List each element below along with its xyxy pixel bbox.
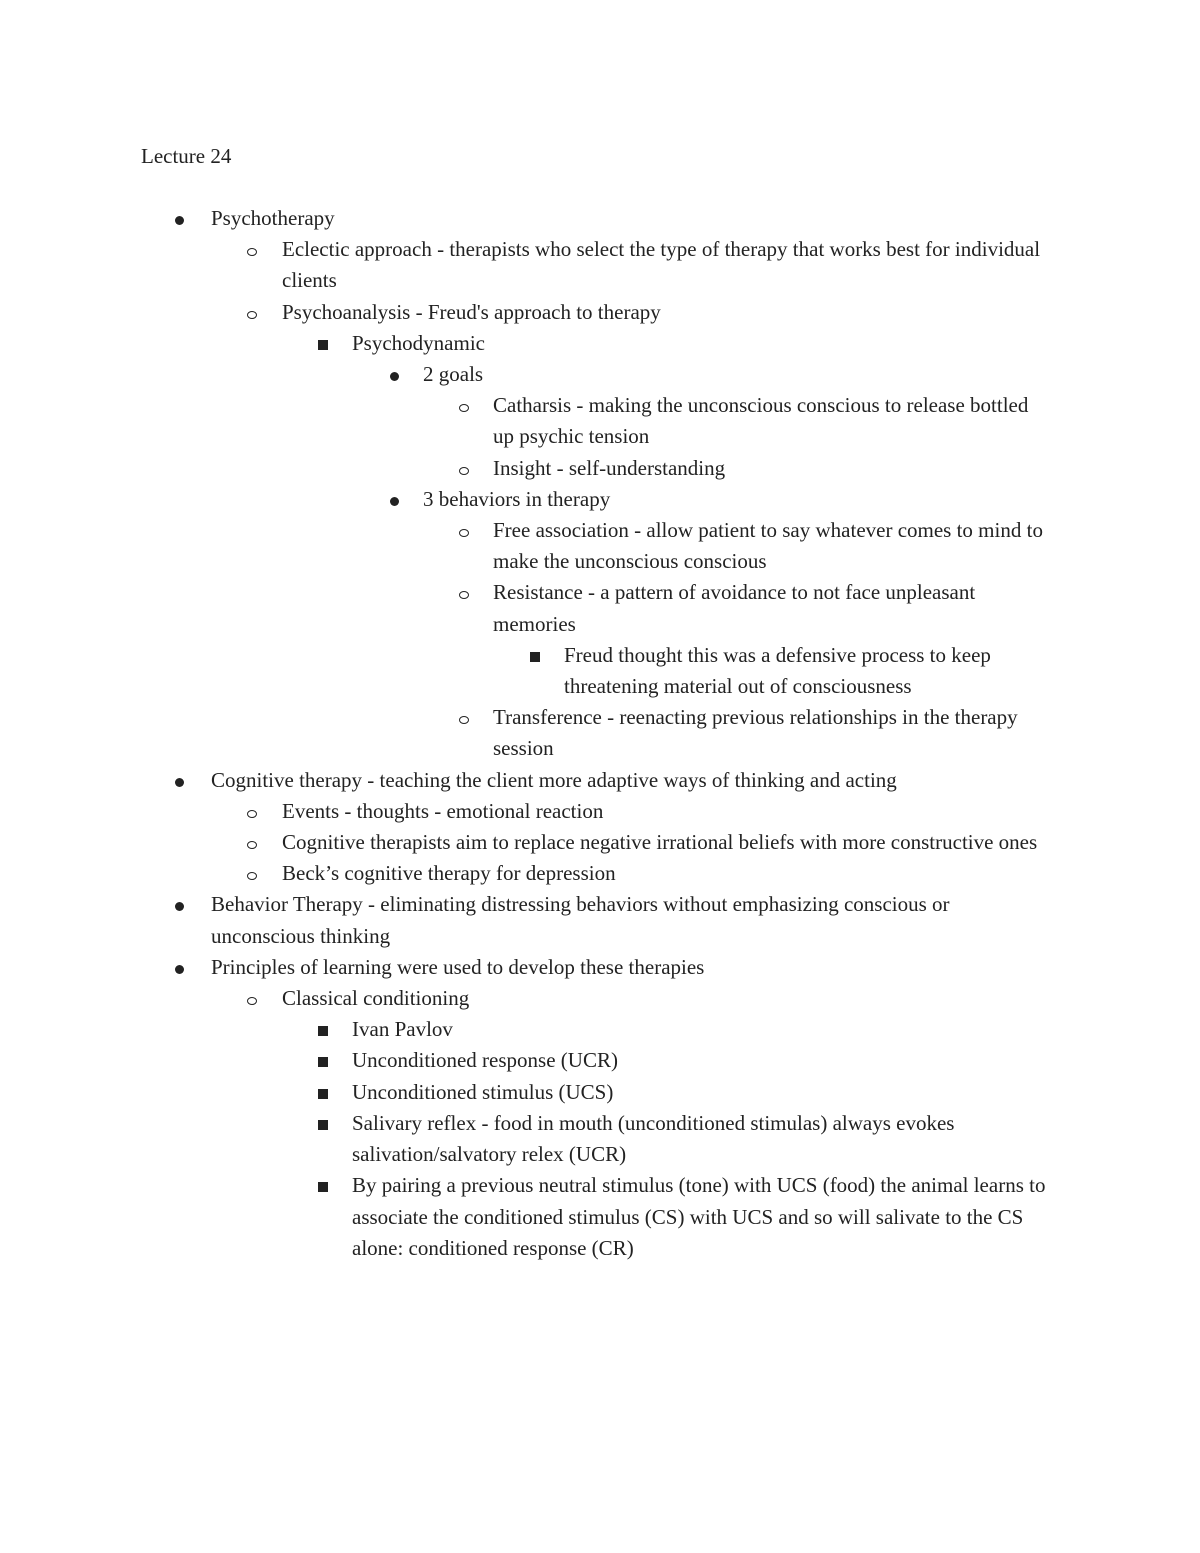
disc-bullet-icon (171, 889, 187, 920)
list-item (0, 390, 1200, 452)
bullet-outline (0, 203, 1200, 1264)
list-item-text: Insight - self-understanding (493, 455, 726, 480)
list-item (0, 1108, 1200, 1170)
list-item (0, 858, 1200, 889)
list-item (0, 484, 1200, 515)
square-bullet-icon (315, 1014, 331, 1045)
square-bullet-icon (315, 328, 331, 359)
list-item (0, 1045, 1200, 1076)
disc-bullet-icon (171, 765, 187, 796)
list-item-text: Unconditioned stimulus (UCS) (352, 1079, 614, 1104)
list-item (0, 577, 1200, 639)
list-item (0, 889, 1200, 951)
square-bullet-icon (527, 640, 543, 671)
list-item (0, 234, 1200, 296)
list-item-text: Salivary reflex - food in mouth (unconditioned stimulas) always evokes salivation/salvatory relex (UCR) (352, 1110, 955, 1167)
square-bullet-icon (315, 1077, 331, 1108)
list-item (0, 765, 1200, 796)
page-title: Lecture 24 (141, 144, 232, 168)
list-item-text: Classical conditioning (282, 986, 470, 1011)
list-item (0, 952, 1200, 983)
list-item (0, 640, 1200, 702)
list-item-text: Psychotherapy (211, 206, 335, 230)
list-item-text: Unconditioned response (UCR) (352, 1048, 618, 1073)
list-item-text: Cognitive therapy - teaching the client more adaptive ways of thinking and acting (211, 767, 897, 792)
circle-bullet-icon (456, 390, 472, 421)
list-item-text: 2 goals (423, 362, 484, 387)
list-item-text: Beck’s cognitive therapy for depression (282, 861, 616, 886)
circle-bullet-icon (456, 515, 472, 546)
list-item-text: Eclectic approach - therapists who select the type of therapy that works best for individual clients (282, 237, 1041, 293)
square-bullet-icon (315, 1108, 331, 1139)
list-item-text: Psychodynamic (352, 330, 485, 355)
list-item (0, 1014, 1200, 1045)
list-item (0, 1077, 1200, 1108)
square-bullet-icon (315, 1045, 331, 1076)
list-item-text: Transference - reenacting previous relationships in the therapy session (493, 705, 1018, 761)
list-item (0, 702, 1200, 764)
disc-bullet-icon (386, 359, 402, 390)
list-item-text: Psychoanalysis - Freud's approach to therapy (282, 299, 661, 324)
list-item-text: Resistance - a pattern of avoidance to not face unpleasant memories (493, 580, 976, 636)
list-item (0, 515, 1200, 577)
list-item-text: Events - thoughts - emotional reaction (282, 798, 604, 823)
circle-bullet-icon (244, 827, 260, 858)
list-item (0, 827, 1200, 858)
list-item (0, 453, 1200, 484)
list-item-text: Behavior Therapy - eliminating distressing behaviors without emphasizing conscious or unconscious thinking (211, 892, 950, 948)
circle-bullet-icon (244, 234, 260, 265)
square-bullet-icon (315, 1170, 331, 1201)
list-item (0, 1170, 1200, 1264)
disc-bullet-icon (171, 952, 187, 983)
list-item-text: Principles of learning were used to develop these therapies (211, 954, 705, 979)
list-item-text: Freud thought this was a defensive process to keep threatening material out of consciousness (564, 642, 991, 699)
list-item (0, 203, 1200, 234)
list-item-text: By pairing a previous neutral stimulus (tone) with UCS (food) the animal learns to associate the conditioned stimulus (CS) with UCS and so will salivate to the CS alone: conditioned response (CR) (352, 1173, 1046, 1260)
circle-bullet-icon (244, 297, 260, 328)
list-item (0, 796, 1200, 827)
circle-bullet-icon (456, 702, 472, 733)
list-item (0, 359, 1200, 390)
list-item (0, 328, 1200, 359)
list-item (0, 297, 1200, 328)
disc-bullet-icon (171, 203, 187, 234)
list-item-text: 3 behaviors in therapy (423, 486, 611, 511)
circle-bullet-icon (244, 983, 260, 1014)
list-item-text: Cognitive therapists aim to replace negative irrational beliefs with more constructive ones (282, 830, 1038, 855)
disc-bullet-icon (386, 484, 402, 515)
list-item-text: Catharsis - making the unconscious conscious to release bottled up psychic tension (493, 393, 1029, 449)
list-item-text: Free association - allow patient to say whatever comes to mind to make the unconscious conscious (493, 518, 1043, 574)
circle-bullet-icon (244, 796, 260, 827)
circle-bullet-icon (244, 858, 260, 889)
circle-bullet-icon (456, 577, 472, 608)
list-item (0, 983, 1200, 1014)
circle-bullet-icon (456, 453, 472, 484)
list-item-text: Ivan Pavlov (352, 1017, 453, 1042)
